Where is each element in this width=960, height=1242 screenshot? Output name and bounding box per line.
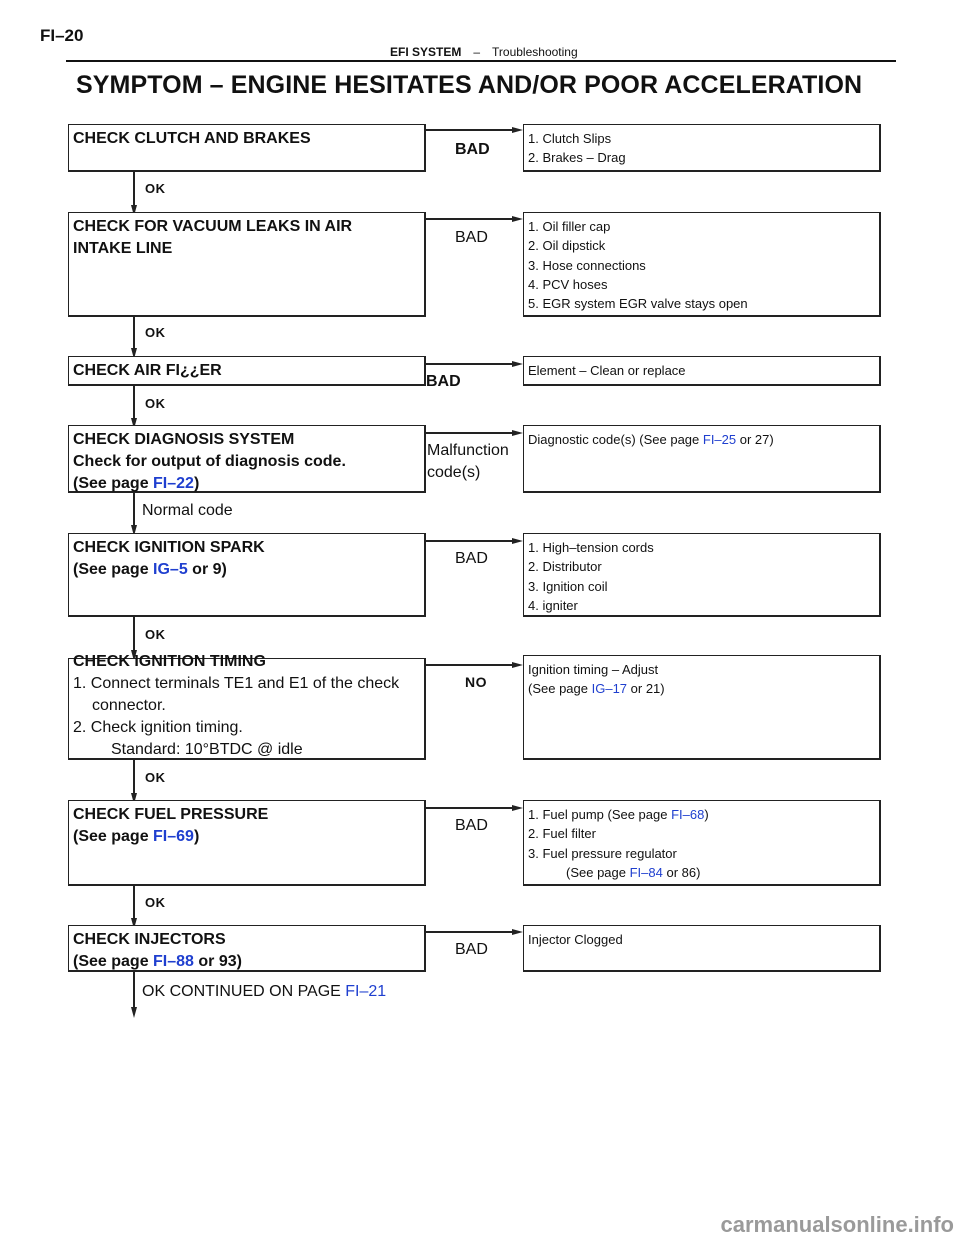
connector-line	[426, 540, 512, 542]
result-box	[523, 800, 881, 886]
result-line: 3. Ignition coil	[528, 578, 608, 594]
connector-line	[426, 807, 512, 809]
result-line: 4. PCV hoses	[528, 276, 608, 292]
page-number: FI–20	[40, 26, 84, 45]
branch-label-line: code(s)	[427, 464, 481, 481]
page-link[interactable]: FI–68	[671, 807, 705, 822]
arrow-right-icon	[512, 662, 523, 668]
arrow-down-icon	[131, 1007, 137, 1018]
check-text: CHECK FUEL PRESSURE	[73, 806, 269, 823]
header-rule	[66, 60, 896, 62]
check-text: CHECK IGNITION SPARK	[73, 539, 265, 556]
connector-line	[133, 317, 135, 351]
ref-prefix: (See page	[73, 561, 154, 578]
ref-prefix: (See page	[73, 475, 154, 492]
arrow-right-icon	[512, 538, 523, 544]
watermark: carmanualsonline.info	[720, 1212, 954, 1237]
ref-prefix: (See page	[528, 681, 592, 697]
ok-label: OK	[145, 325, 166, 340]
connector-line	[426, 129, 512, 131]
connector-line	[133, 886, 135, 921]
check-ref	[73, 559, 424, 581]
ok-label: OK	[145, 396, 166, 411]
arrow-right-icon	[512, 430, 523, 436]
check-text: Check for output of diagnosis code.	[73, 453, 346, 470]
connector-line	[133, 493, 135, 528]
result-line: Element – Clean or replace	[528, 363, 686, 378]
connector-line	[133, 172, 135, 208]
arrow-right-icon	[512, 361, 523, 367]
result-line	[528, 805, 879, 824]
check-text: 2. Check ignition timing.	[73, 719, 243, 736]
check-ref	[73, 826, 424, 848]
ref-suffix: )	[193, 828, 200, 845]
check-box-ignition-spark	[68, 533, 426, 617]
check-text: connector.	[92, 697, 166, 714]
check-box-air-filter	[68, 356, 426, 386]
check-text: CHECK DIAGNOSIS SYSTEM	[73, 431, 295, 448]
branch-label: BAD	[455, 229, 488, 246]
ok-label: OK	[145, 627, 166, 642]
result-box	[523, 212, 881, 317]
page-link[interactable]: FI–88	[153, 953, 194, 970]
continued-text: OK CONTINUED ON PAGE	[142, 983, 346, 1000]
check-box-diagnosis	[68, 425, 426, 493]
page-link[interactable]: FI–22	[153, 475, 194, 492]
branch-label: BAD	[455, 141, 490, 158]
ref-prefix: Diagnostic code(s) (See page	[528, 432, 703, 447]
result-box	[523, 925, 881, 972]
result-line: 1. Oil filler cap	[528, 219, 611, 234]
arrow-right-icon	[512, 216, 523, 222]
header-section: EFI SYSTEM	[390, 45, 462, 59]
branch-label: BAD	[455, 550, 488, 567]
running-header	[390, 45, 578, 59]
ref-suffix: )	[193, 475, 200, 492]
connector-line	[133, 972, 135, 1010]
check-text: Standard: 10°BTDC @ idle	[111, 741, 303, 758]
connector-line	[133, 760, 135, 796]
result-line: 2. Oil dipstick	[528, 238, 606, 254]
ok-label: OK	[145, 181, 166, 196]
branch-label: BAD	[455, 941, 488, 958]
page-link[interactable]: FI–25	[702, 432, 737, 447]
ref-suffix: )	[704, 807, 709, 822]
check-box-clutch-brakes	[68, 124, 426, 172]
ok-label: OK	[145, 770, 166, 785]
arrow-right-icon	[512, 127, 523, 133]
check-box-ignition-timing	[68, 653, 426, 760]
arrow-right-icon	[512, 929, 523, 935]
result-line: 2. Distributor	[528, 559, 602, 575]
result-line: 2. Brakes – Drag	[528, 150, 626, 166]
page-link[interactable]: IG–17	[591, 681, 628, 697]
result-box	[523, 124, 881, 172]
ref-suffix: or 27)	[736, 432, 774, 447]
result-line	[528, 430, 879, 449]
result-box	[523, 425, 881, 493]
check-text: CHECK AIR FI¿¿ER	[73, 362, 222, 379]
ref-suffix: or 9)	[187, 561, 227, 578]
result-line: Injector Clogged	[528, 932, 623, 947]
ref-suffix: or 21)	[627, 681, 665, 697]
result-box	[523, 533, 881, 617]
continued-note	[142, 983, 386, 1001]
connector-line	[426, 931, 512, 933]
ref-prefix: (See page	[73, 953, 154, 970]
ref-prefix: (See page	[73, 828, 154, 845]
connector-line	[133, 617, 135, 653]
header-separator: –	[473, 45, 481, 59]
check-text: CHECK CLUTCH AND BRAKES	[73, 130, 311, 147]
result-line: 1. High–tension cords	[528, 540, 654, 555]
check-box-fuel-pressure	[68, 800, 426, 886]
result-line: 4. igniter	[528, 597, 578, 613]
check-text: CHECK IGNITION TIMING	[73, 653, 266, 670]
ref-suffix: or 93)	[193, 953, 242, 970]
check-text: CHECK INJECTORS	[73, 931, 226, 948]
normal-code-label: Normal code	[142, 502, 233, 519]
branch-label: BAD	[426, 373, 461, 390]
connector-line	[426, 664, 512, 666]
result-line: 1. Clutch Slips	[528, 131, 612, 146]
result-line: 3. Fuel pressure regulator	[528, 845, 677, 861]
ok-label: OK	[145, 895, 166, 910]
check-ref	[73, 951, 424, 973]
page-link[interactable]: FI–21	[345, 983, 387, 1000]
check-text: 1. Connect terminals TE1 and E1 of the check	[73, 675, 400, 692]
branch-label-line: Malfunction	[427, 442, 509, 459]
result-line: 5. EGR system EGR valve stays open	[528, 296, 748, 312]
connector-line	[426, 218, 512, 220]
check-box-vacuum-leaks	[68, 212, 426, 317]
branch-label	[427, 440, 509, 484]
page-link[interactable]: FI–69	[153, 828, 194, 845]
ref-suffix: or 86)	[662, 864, 701, 880]
check-text: CHECK FOR VACUUM LEAKS IN AIR	[73, 218, 353, 235]
result-box	[523, 655, 881, 760]
branch-label: NO	[465, 674, 487, 690]
connector-line	[426, 363, 512, 365]
result-box	[523, 356, 881, 386]
result-line	[528, 679, 879, 698]
branch-label: BAD	[455, 817, 488, 834]
arrow-right-icon	[512, 805, 523, 811]
page-title: SYMPTOM – ENGINE HESITATES AND/OR POOR ACCELERATION	[76, 71, 863, 99]
ref-prefix: (See page	[566, 864, 630, 880]
result-line: 2. Fuel filter	[528, 826, 596, 842]
check-ref	[73, 473, 424, 495]
result-line	[528, 863, 879, 882]
result-line: Ignition timing – Adjust	[528, 662, 659, 677]
check-text: INTAKE LINE	[73, 240, 173, 257]
check-box-injectors	[68, 925, 426, 972]
page-link[interactable]: FI–84	[629, 864, 663, 880]
result-line: 3. Hose connections	[528, 257, 646, 273]
page-link[interactable]: IG–5	[153, 561, 188, 578]
connector-line	[133, 386, 135, 421]
header-subsection: Troubleshooting	[492, 45, 578, 59]
connector-line	[426, 432, 512, 434]
ref-prefix: 1. Fuel pump (See page	[528, 807, 672, 822]
